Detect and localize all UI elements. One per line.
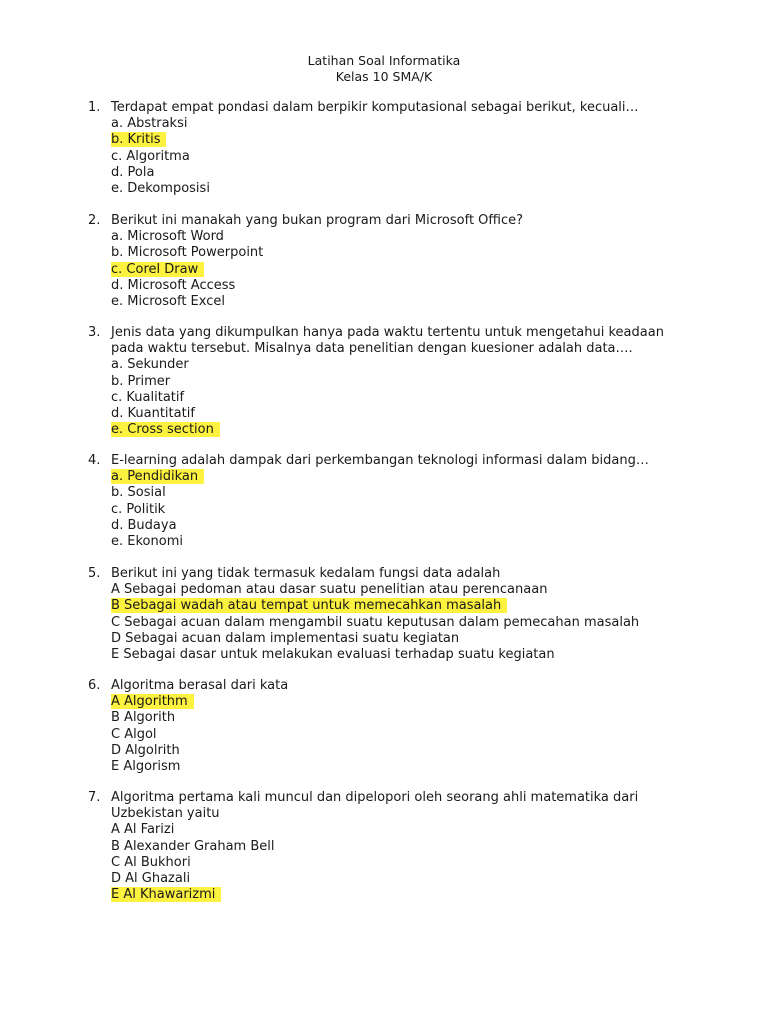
question-text: Algoritma pertama kali muncul dan dipelopori oleh seorang ahli matematika dari Uzbekistan yaitu <box>111 790 639 822</box>
answer-option <box>111 615 688 631</box>
answer-option-text: C Al Bukhori <box>111 854 191 870</box>
question-number: 4. <box>88 453 101 468</box>
highlighted-answer-option <box>111 262 688 278</box>
answer-option <box>111 502 688 518</box>
answer-option-text: c. Kualitatif <box>111 389 185 405</box>
answer-option-text: e. Cross section <box>111 422 220 437</box>
document-title: Latihan Soal Informatika <box>307 53 461 68</box>
answer-option <box>111 534 688 550</box>
highlighted-answer-option <box>111 469 688 485</box>
question-number: 2. <box>88 213 101 228</box>
answer-option <box>111 245 688 261</box>
question-2 <box>88 213 688 310</box>
answer-option <box>111 582 688 598</box>
question-3 <box>88 325 688 438</box>
question-text: Terdapat empat pondasi dalam berpikir komputasional sebagai berikut, kecuali… <box>111 100 639 115</box>
answer-option-text: E Sebagai dasar untuk melakukan evaluasi terhadap suatu kegiatan <box>111 647 555 663</box>
answer-option <box>111 647 688 663</box>
answer-option-text: c. Algoritma <box>111 148 190 164</box>
answer-option-text: D Algolrith <box>111 742 180 758</box>
question-text: Berikut ini manakah yang bukan program dari Microsoft Office? <box>111 213 524 228</box>
answer-options <box>111 822 688 903</box>
answer-options <box>111 694 688 775</box>
answer-option <box>111 710 688 726</box>
answer-option <box>111 278 688 294</box>
highlighted-answer-option <box>111 887 688 903</box>
question-4 <box>88 453 688 550</box>
question-text: Berikut ini yang tidak termasuk kedalam fungsi data adalah <box>111 566 501 581</box>
answer-option-text: a. Microsoft Word <box>111 229 224 245</box>
question-1 <box>88 100 688 197</box>
answer-option-text: c. Politik <box>111 501 166 517</box>
answer-option <box>111 518 688 534</box>
answer-option-text: b. Kritis <box>111 132 166 147</box>
answer-option <box>111 357 688 373</box>
answer-option-text: C Sebagai acuan dalam mengambil suatu keputusan dalam pemecahan masalah <box>111 614 640 630</box>
question-7 <box>88 790 688 903</box>
answer-option <box>111 727 688 743</box>
answer-option-text: D Al Ghazali <box>111 871 191 887</box>
answer-option <box>111 229 688 245</box>
highlighted-answer-option <box>111 694 688 710</box>
answer-option-text: A Sebagai pedoman atau dasar suatu penelitian atau perencanaan <box>111 582 548 598</box>
answer-option <box>111 759 688 775</box>
answer-option-text: E Al Khawarizmi <box>111 887 221 902</box>
answer-option <box>111 181 688 197</box>
document-subtitle: Kelas 10 SMA/K <box>335 69 433 84</box>
answer-option-text: b. Microsoft Powerpoint <box>111 245 264 261</box>
answer-option-text: c. Corel Draw <box>111 262 204 277</box>
question-number: 7. <box>88 790 101 805</box>
answer-option-text: d. Budaya <box>111 517 177 533</box>
answer-option <box>111 822 688 838</box>
answer-options <box>111 116 688 197</box>
answer-option <box>111 390 688 406</box>
answer-option-text: B Alexander Graham Bell <box>111 838 275 854</box>
answer-option <box>111 406 688 422</box>
answer-options <box>111 357 688 438</box>
highlighted-answer-option <box>111 132 688 148</box>
question-number: 5. <box>88 566 101 581</box>
answer-option-text: D Sebagai acuan dalam implementasi suatu kegiatan <box>111 630 460 646</box>
answer-options <box>111 469 688 550</box>
answer-option <box>111 743 688 759</box>
answer-option <box>111 149 688 165</box>
answer-option <box>111 294 688 310</box>
question-number: 3. <box>88 325 101 340</box>
answer-option-text: B Algorith <box>111 710 176 726</box>
answer-option-text: e. Ekonomi <box>111 534 183 550</box>
answer-option <box>111 116 688 132</box>
answer-option-text: C Algol <box>111 726 157 742</box>
answer-option-text: A Algorithm <box>111 694 194 709</box>
answer-option-text: d. Kuantitatif <box>111 406 195 422</box>
answer-options <box>111 582 688 663</box>
answer-options <box>111 229 688 310</box>
answer-option-text: A Al Farizi <box>111 822 175 838</box>
answer-option <box>111 839 688 855</box>
answer-option-text: B Sebagai wadah atau tempat untuk memecahkan masalah <box>111 598 507 613</box>
answer-option-text: e. Microsoft Excel <box>111 294 225 310</box>
question-text: E-learning adalah dampak dari perkembangan teknologi informasi dalam bidang… <box>111 453 649 468</box>
question-number: 6. <box>88 678 101 693</box>
answer-option-text: d. Microsoft Access <box>111 277 236 293</box>
question-number: 1. <box>88 100 101 115</box>
answer-option-text: a. Sekunder <box>111 357 189 373</box>
question-text: Jenis data yang dikumpulkan hanya pada waktu tertentu untuk mengetahui keadaan pada waktu tersebut. Misalnya data penelitian dengan kuesioner adalah data…. <box>111 325 664 357</box>
answer-option-text: a. Pendidikan <box>111 469 204 484</box>
answer-option <box>111 485 688 501</box>
question-text: Algoritma berasal dari kata <box>111 678 289 693</box>
answer-option-text: d. Pola <box>111 164 155 180</box>
answer-option <box>111 165 688 181</box>
highlighted-answer-option <box>111 422 688 438</box>
answer-option-text: b. Primer <box>111 373 171 389</box>
answer-option <box>111 855 688 871</box>
answer-option <box>111 631 688 647</box>
answer-option-text: E Algorism <box>111 759 181 775</box>
answer-option-text: a. Abstraksi <box>111 116 188 132</box>
highlighted-answer-option <box>111 598 688 614</box>
question-6 <box>88 678 688 775</box>
answer-option <box>111 871 688 887</box>
question-5 <box>88 566 688 663</box>
answer-option-text: e. Dekomposisi <box>111 181 210 197</box>
answer-option <box>111 374 688 390</box>
answer-option-text: b. Sosial <box>111 485 166 501</box>
